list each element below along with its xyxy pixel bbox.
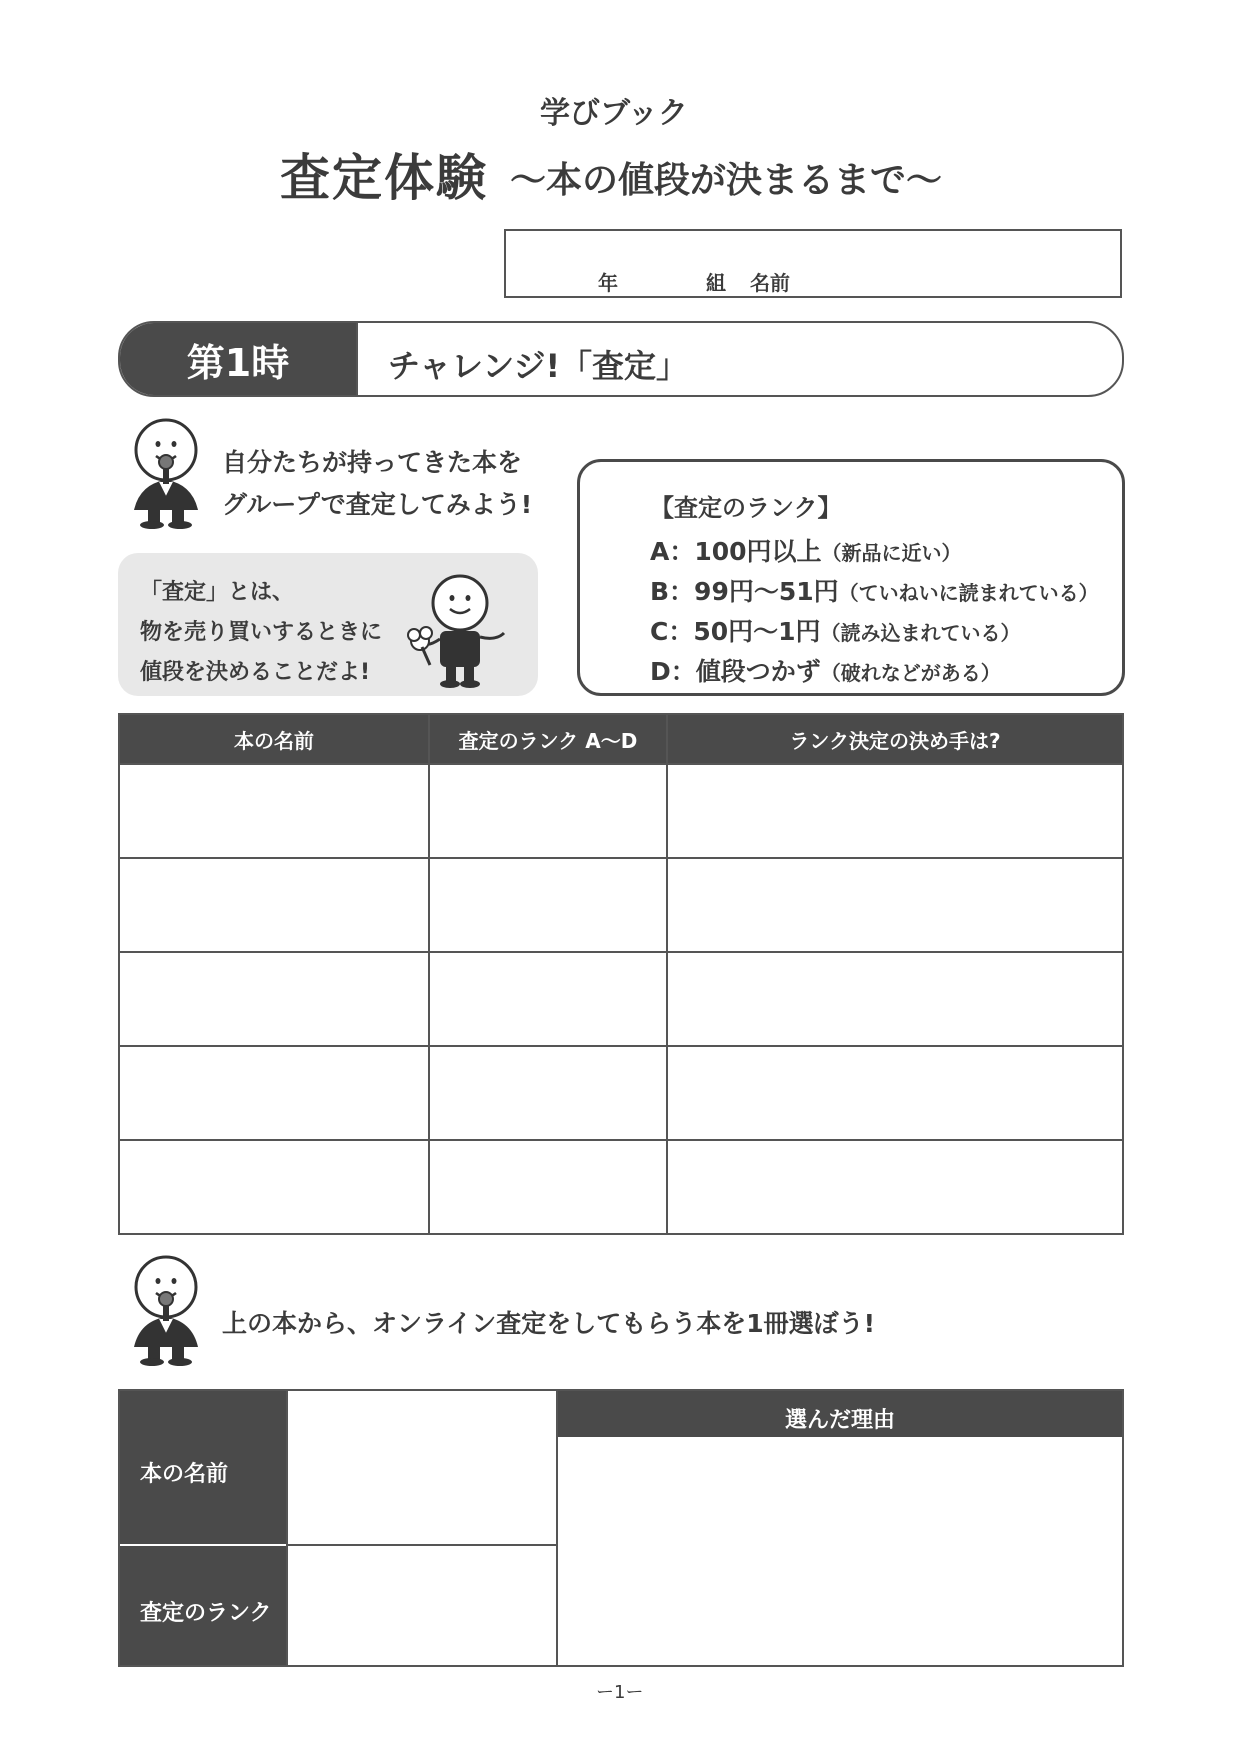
session-header <box>118 321 1124 397</box>
reason-cell[interactable] <box>667 1140 1123 1234</box>
intro-instruction <box>222 442 552 526</box>
rank-a-main: A：100円以上 <box>650 537 822 566</box>
table-row <box>119 1140 1123 1234</box>
mascot-microphone-icon <box>128 418 212 530</box>
intro-line-2: グループで査定してみよう! <box>222 490 533 519</box>
rank-input[interactable] <box>288 1546 556 1665</box>
student-info-box[interactable] <box>504 229 1122 298</box>
rank-b <box>650 572 1099 608</box>
intro-line-1: 自分たちが持ってきた本を <box>222 448 523 477</box>
label-rank: 査定のランク <box>120 1546 286 1665</box>
table-row <box>119 858 1123 952</box>
rank-a-note: （新品に近い） <box>821 541 962 565</box>
table-row <box>119 1046 1123 1140</box>
rank-cell[interactable] <box>429 858 667 952</box>
rank-b-main: B：99円〜51円 <box>650 577 839 606</box>
book-name-cell[interactable] <box>119 1140 429 1234</box>
page-subtitle: 〜本の値段が決まるまで〜 <box>510 160 943 201</box>
book-assessment-table <box>118 713 1124 1235</box>
brand-title: 学びブック <box>540 96 688 131</box>
rank-cell[interactable] <box>429 764 667 858</box>
rank-cell[interactable] <box>429 1046 667 1140</box>
reason-input[interactable] <box>558 1437 1122 1665</box>
rank-cell[interactable] <box>429 1140 667 1234</box>
rank-b-note: （ていねいに読まれている） <box>838 581 1099 605</box>
book-name-input[interactable] <box>288 1391 556 1544</box>
selection-table <box>118 1389 1124 1667</box>
label-book-name: 本の名前 <box>120 1391 286 1544</box>
rank-d-note: （破れなどがある） <box>820 661 1001 685</box>
reason-cell[interactable] <box>667 858 1123 952</box>
page-title: 査定体験 <box>280 149 488 207</box>
definition-line-1: 「査定」とは、 <box>140 580 295 605</box>
year-label: 年 <box>598 271 618 295</box>
page-number: ー1ー <box>596 1682 644 1703</box>
header-rank: 査定のランク A〜D <box>429 714 667 764</box>
label-reason: 選んだ理由 <box>558 1391 1122 1437</box>
header-deciding-factor: ランク決定の決め手は? <box>667 714 1123 764</box>
book-name-cell[interactable] <box>119 764 429 858</box>
name-label: 名前 <box>750 271 790 295</box>
rank-guide-title: 【査定のランク】 <box>650 494 842 522</box>
rank-c-note: （読み込まれている） <box>820 621 1021 645</box>
selection-instruction: 上の本から、オンライン査定をしてもらう本を1冊選ぼう! <box>222 1309 876 1338</box>
definition-line-2: 物を売り買いするときに <box>140 620 383 645</box>
definition-line-3: 値段を決めることだよ! <box>140 660 371 685</box>
book-name-cell[interactable] <box>119 858 429 952</box>
rank-c <box>650 612 1021 648</box>
rank-d-main: D：値段つかず <box>650 657 821 686</box>
session-title: チャレンジ!「査定」 <box>388 347 689 385</box>
table-row <box>119 764 1123 858</box>
mascot-bouquet-icon <box>400 573 520 691</box>
session-label: 第1時 <box>120 323 356 395</box>
rank-guide-box <box>577 459 1125 696</box>
reason-cell[interactable] <box>667 1046 1123 1140</box>
mascot-microphone-icon <box>128 1255 212 1367</box>
reason-cell[interactable] <box>667 952 1123 1046</box>
rank-cell[interactable] <box>429 952 667 1046</box>
table-row <box>119 952 1123 1046</box>
book-name-cell[interactable] <box>119 952 429 1046</box>
definition-callout <box>118 553 538 696</box>
reason-cell[interactable] <box>667 764 1123 858</box>
rank-a <box>650 532 962 568</box>
rank-d <box>650 652 1001 688</box>
book-name-cell[interactable] <box>119 1046 429 1140</box>
rank-c-main: C：50円〜1円 <box>650 617 821 646</box>
header-book-name: 本の名前 <box>119 714 429 764</box>
class-label: 組 <box>706 271 726 295</box>
